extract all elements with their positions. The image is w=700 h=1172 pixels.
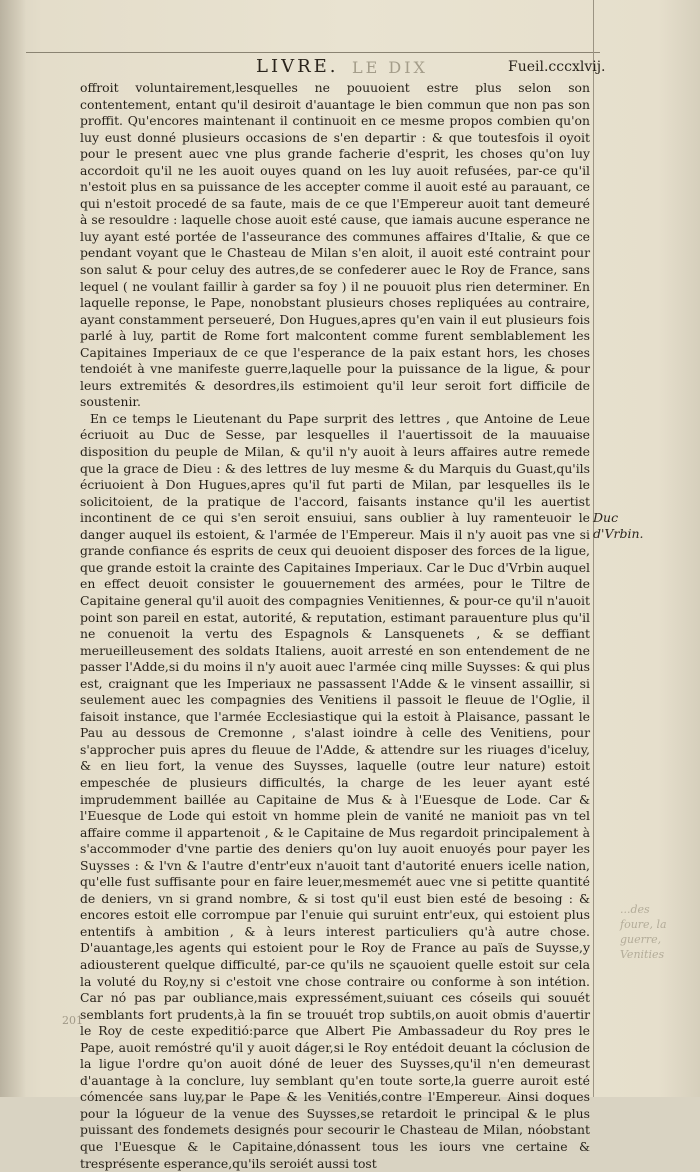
header-bleed-through: LE DIX [352,58,428,77]
top-rule [26,52,600,53]
margin-note: Duc d'Vrbin. [593,510,644,541]
paragraph: En ce temps le Lieutenant du Pape surprit des lettres , que Antoine de Leue écriuoit au Duc de Sesse, par lesquelles il l'auertissoit de la mauuaise disposition du peuple de Milan, & qu'il n'y auoit à leurs affaires autre remede que la grace de Dieu : & des lettres de luy mesme & du Marquis du Guast,qu'ils écriuoient à Don Hugues,apres qu'il fut parti de Milan, par lesquelles ils le solicitoient, de la pratique de l'accord, faisants instance qu'il les auertist incontinent de ce qui s'en seroit ensuiui, sans oublier à luy ramenteuoir le danger auquel ils estoient, & l'armée de l'Empereur. Mais il n'y auoit pas vne si grande confiance és esprits de ceux qui deuoient disposer des forces de la ligue, que grande estoit la crainte des Capitaines Imperiaux. Car le Duc d'Vrbin auquel en effect deuoit consister le gouuernement des armées, pour le Tiltre de Capitaine general qu'il auoit des compagnies Venitiennes, & pour-ce qu'il n'auoit point son pareil en estat, autorité, & reputation, estimant parauenture plus qu'il ne conuenoit la vertu des Espagnols & Lansquenets , & se deffiant merueilleusement des soldats Italiens, auoit arresté en son entendement de ne passer l'Adde,si du moins il n'y auoit auec l'armée cinq mille Suysses: & qui plus est, craignant que les Imperiaux ne passassent l'Adde & le vinsent assaillir, si seulement auec les compagnies des Venitiens il passoit le fleuue de l'Oglie, il faisoit instance, que l'armée Ecclesiastique qui la estoit à Plaisance, passant le Pau au dessous de Cremonne , s'alast ioindre à celle des Venitiens, pour s'approcher puis apres du fleuue de l'Adde, & attendre sur les riuages d'iceluy, & en lieu fort, la venue des Suysses, laquelle (outre leur nature) estoit empeschée de plusieurs difficultés, la charge de les leuer ayant esté imprudemment baillée au Capitaine de Mus & à l'Euesque de Lode. Car & l'Euesque de Lode qui estoit vn homme plein de vanité ne manioit pas vn tel affaire comme il appartenoit , & le Capitaine de Mus regardoit principalement à s'accommoder d'vne partie des deniers qu'on luy auoit enuoyés pour payer les Suysses : & l'vn & l'autre d'entr'eux n'auoit tant d'autorité enuers icelle nation, qu'elle fust suffisante pour en faire leuer,mesmemét auec vne si petitte quantité de deniers, vn si grand nombre, & si tost qu'il eust bien esté de besoing : & encores estoit elle corrompue par l'enuie qui suruint entr'eux, qui estoient plus ententifs à ambition , & à leurs interest particuliers qu'à autre chose. D'auantage,les agents qui estoient pour le Roy de France au païs de Suysse,y adiousterent quelque difficulté, par-ce qu'ils ne sçauoient quelle estoit sur cela la voluté du Roy,ny si c'estoit vne chose contraire ou conforme à son intétion. Car nó pas par oubliance,mais expressément,suiuant ces cóseils qui souuét semblants fort prudents,à la fin se trouuét trop subtils,on auoit obmis d'auertir le Roy de ceste expeditió:parce que Albert Pie Ambassadeur du Roy pres le Pape, auoit remóstré qu'il y auoit dáger,si le Roy entédoit deuant la cóclusion de la ligue l'ordre qu'on auoit dóné de leuer des Suysses,qu'il n'en demeurast d'auantage à la conclure, luy semblant qu'en toute sorte,la guerre auroit esté cómencée sans luy,par le Pape & les Venitiés,contre l'Empereur. Ainsi doques pour la lógueur de la venue des Suysses,se retardoit le principal & le plus puissant des fondemets designés pour secourir le Chasteau de Milan, nóobstant que l'Euesque & le Capitaine,dónassent tous les iours vne certaine & tresprésente esperance,qu'ils seroiét aussi tost [80,410,590,1171]
folio-number: Fueil.cccxlvij. [508,59,606,75]
page-gutter [0,0,26,1097]
header-title: LIVRE. [256,56,339,77]
bleed-through-note: ...des foure, la guerre, Venities [620,903,667,961]
running-header [0,56,700,80]
bleed-through-number: 201 [62,1014,83,1027]
body-text [80,80,590,1172]
paragraph: offroit voluntairement,lesquelles ne pouuoient estre plus selon son contentement, entant qu'il desiroit d'auantage le bien commun que non pas son proffit. Qu'encores maintenant il continuoit en ce mesme propos combien qu'on luy eust donné plusieurs occasions de s'en departir : & que toutesfois il oyoit pour le present auec vne plus grande facherie d'esprit, les choses qu'on luy accordoit qu'il ne les auoit ouyes quand on les luy auoit refusées, par-ce qu'il n'estoit plus en sa puissance de les accepter comme il auoit esté au parauant, ce qui n'estoit procedé de sa faute, mais de ce que l'Empereur auoit tant demeuré à se resouldre : laquelle chose auoit esté cause, que iamais aucune esperance ne luy ayant esté portée de l'asseurance des communes affaires d'Italie, & que ce pendant voyant que le Chasteau de Milan s'en aloit, il auoit esté contraint pour son salut & pour celuy des autres,de se confederer auec le Roy de France, sans lequel ( ne voulant faillir à garder sa foy ) il ne pouuoit plus rien determiner. En laquelle reponse, le Pape, nonobstant plusieurs choses repliquées au contraire, ayant constamment perseueré, Don Hugues,apres qu'en vain il eut plusieurs fois parlé à luy, partit de Rome fort malcontent comme furent semblablement les Capitaines Imperiaux de ce que l'esperance de la paix estant hors, les choses tendoiét à vne manifeste guerre,laquelle pour la puissance de la ligue, & pour leurs extremités & desordres,ils estimoient qu'il leur seroit fort difficile de soustenir. [80,80,590,410]
margin-rule [593,0,594,1097]
